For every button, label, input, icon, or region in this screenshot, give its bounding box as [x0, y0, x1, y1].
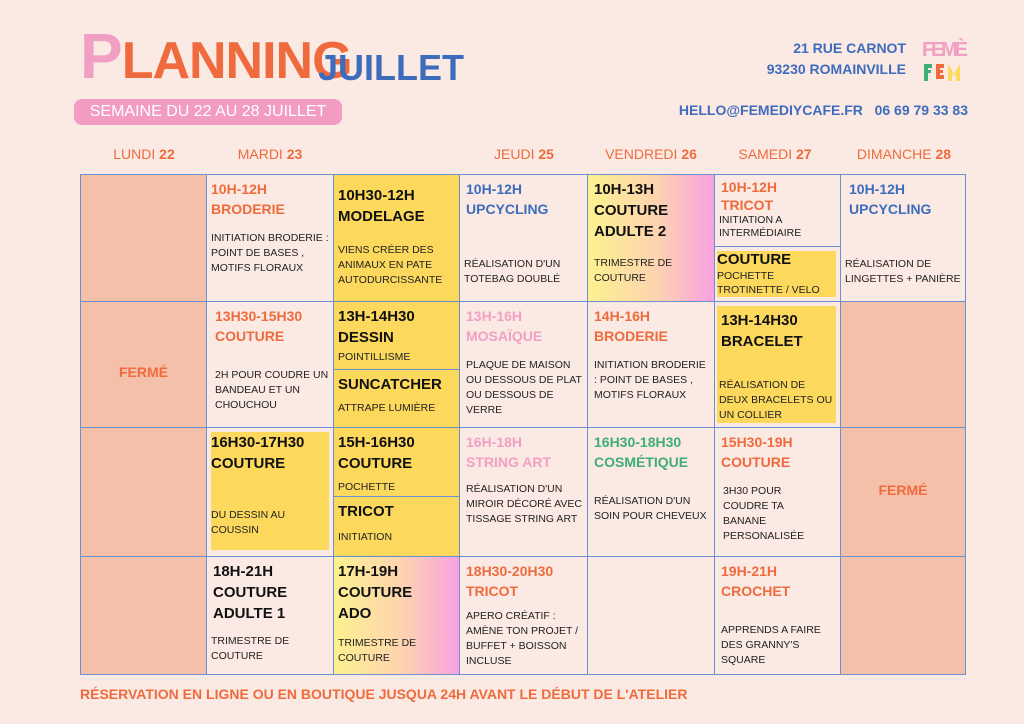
- slot-title: 17H-19H COUTURE ADO: [338, 563, 413, 622]
- monday-slot-2: [80, 301, 207, 428]
- slot-title: 13H-14H30 BRACELET: [721, 312, 803, 350]
- slot-title: 16H30-17H30 COUTURE: [211, 434, 305, 472]
- day-header-mardi: MARDI 23: [237, 146, 303, 162]
- slot-desc: RÉALISATION D'UN SOIN POUR CHEVEUX: [594, 495, 707, 522]
- slot-time: 13H-16H: [466, 308, 523, 324]
- slot-desc: INITIATION BRODERIE : POINT DE BASES , MOTIFS FLORAUX: [594, 359, 706, 401]
- logo-text: FEMÈ: [922, 39, 968, 61]
- slot-desc: DU DESSIN AU COUSSIN: [211, 509, 286, 536]
- slot-title: COUTURE ADULTE 2: [594, 202, 669, 240]
- title-initial: P: [80, 20, 122, 92]
- slot-title: COUTURE: [215, 328, 285, 344]
- slot-title: 15H-16H30 COUTURE: [338, 434, 415, 472]
- slot-time: 16H-18H: [466, 434, 523, 450]
- slot-desc: APERO CRÉATIF : AMÈNE TON PROJET / BUFFET + BOISSON INCLUSE: [466, 610, 579, 667]
- thursday-mosaique[interactable]: [459, 301, 588, 428]
- slot-desc: INITIATION A INTERMÉDIAIRE: [719, 214, 802, 239]
- slot-time: 10H30-12H: [338, 187, 415, 204]
- slot-time: 13H30-15H30: [215, 308, 303, 324]
- schedule-grid: [80, 174, 966, 675]
- slot-title: 13H-14H30 DESSIN: [338, 308, 415, 346]
- slot-time: 10H-12H: [849, 181, 906, 197]
- slot-time: 10H-12H: [211, 181, 268, 197]
- title-rest: LANNING: [121, 32, 352, 90]
- month-title: JUILLET: [318, 47, 465, 88]
- slot-desc: VIENS CRÉER DES ANIMAUX EN PATE AUTODURCISSANTE: [338, 244, 443, 286]
- sunday-slot-4: [840, 556, 966, 675]
- slot-desc: PLAQUE DE MAISON OU DESSOUS DE PLAT OU DESSOUS DE VERRE: [466, 359, 582, 416]
- slot-desc: RÉALISATION DE DEUX BRACELETS OU UN COLLIER: [719, 379, 833, 421]
- slot-title: BRODERIE: [211, 201, 285, 217]
- day-header-vendredi: VENDREDI 26: [605, 146, 697, 162]
- slot-desc: RÉALISATION DE LINGETTES + PANIÈRE: [845, 258, 961, 285]
- saturday-crochet[interactable]: [714, 556, 841, 675]
- tuesday-couture-adulte[interactable]: [206, 556, 334, 675]
- address-line1: 21 RUE CARNOT: [793, 40, 906, 56]
- contact-line: [679, 102, 968, 118]
- address-line2: 93230 ROMAINVILLE: [766, 61, 906, 77]
- monday-slot-4: [80, 556, 207, 675]
- day-header-jeudi: JEUDI 25: [494, 146, 554, 162]
- slot-title: STRING ART: [466, 454, 552, 470]
- slot-title: UPCYCLING: [466, 201, 549, 217]
- address: [767, 38, 906, 80]
- email-link[interactable]: HELLO@FEMEDIYCAFE.FR: [678, 102, 863, 118]
- slot-title: TRICOT: [466, 583, 519, 599]
- wednesday-dessin[interactable]: [333, 301, 460, 370]
- slot-desc: TRIMESTRE DE COUTURE: [594, 257, 673, 284]
- slot-time: 10H-12H: [466, 181, 523, 197]
- saturday-bracelet[interactable]: [714, 301, 841, 428]
- slot-title: MODELAGE: [338, 208, 425, 225]
- slot-desc: INITIATION BRODERIE : POINT DE BASES , MOTIFS FLORAUX: [211, 232, 329, 274]
- saturday-couture-banane[interactable]: [714, 427, 841, 557]
- day-header-lundi: LUNDI 22: [113, 146, 175, 162]
- slot-time: 15H30-19H: [721, 434, 793, 450]
- slot-desc: RÉALISATION D'UN TOTEBAG DOUBLÉ: [464, 258, 561, 285]
- day-header-samedi: SAMEDI 27: [738, 146, 812, 162]
- slot-title: COUTURE: [717, 251, 792, 268]
- slot-time: 10H-13H: [594, 181, 655, 198]
- slot-title: TRICOT: [721, 197, 774, 213]
- tuesday-broderie[interactable]: [206, 174, 334, 302]
- slot-desc: TRIMESTRE DE COUTURE: [211, 635, 290, 662]
- slot-desc: POCHETTE: [338, 481, 396, 493]
- saturday-couture[interactable]: [714, 246, 841, 302]
- week-badge: SEMAINE DU 22 AU 28 JUILLET: [74, 99, 342, 125]
- friday-slot-4: [587, 556, 715, 675]
- slot-time: 10H-12H: [721, 179, 778, 195]
- friday-couture-adulte[interactable]: [587, 174, 715, 302]
- slot-desc: INITIATION: [338, 531, 393, 543]
- slot-time: 18H30-20H30: [466, 563, 554, 579]
- slot-title: BRODERIE: [594, 328, 668, 344]
- thursday-string-art[interactable]: [459, 427, 588, 557]
- monday-slot-3: [80, 427, 207, 557]
- phone-number: 06 69 79 33 83: [874, 102, 968, 118]
- wednesday-suncatcher[interactable]: [333, 369, 460, 428]
- sunday-upcycling[interactable]: [840, 174, 966, 302]
- closed-label: FERMÉ: [878, 482, 928, 498]
- slot-title: CROCHET: [721, 583, 791, 599]
- monday-slot-1: [80, 174, 207, 302]
- femediy-logo: [922, 36, 968, 84]
- tuesday-couture-coussin[interactable]: [206, 427, 334, 557]
- wednesday-modelage[interactable]: [333, 174, 460, 302]
- wednesday-tricot[interactable]: [333, 496, 460, 557]
- slot-title: SUNCATCHER: [338, 376, 442, 393]
- slot-desc: RÉALISATION D'UN MIROIR DÉCORÉ AVEC TISSAGE STRING ART: [466, 483, 582, 525]
- slot-time: 14H-16H: [594, 308, 651, 324]
- tuesday-couture[interactable]: [206, 301, 334, 428]
- slot-title: MOSAÏQUE: [466, 328, 543, 344]
- closed-label: FERMÉ: [119, 364, 168, 380]
- slot-time: 16H30-18H30: [594, 434, 682, 450]
- friday-cosmetique[interactable]: [587, 427, 715, 557]
- footer-note: RÉSERVATION EN LIGNE OU EN BOUTIQUE JUSQUA 24H AVANT LE DÉBUT DE L'ATELIER: [80, 686, 688, 702]
- slot-title: 18H-21H COUTURE ADULTE 1: [213, 563, 288, 622]
- page-title: [80, 20, 352, 92]
- slot-title: TRICOT: [338, 503, 394, 520]
- slot-desc: 3H30 POUR COUDRE TA BANANE PERSONALISÉE: [723, 485, 805, 542]
- wednesday-couture-ado[interactable]: [333, 556, 460, 675]
- thursday-upcycling[interactable]: [459, 174, 588, 302]
- saturday-tricot[interactable]: [714, 174, 841, 247]
- slot-desc: POINTILLISME: [338, 351, 411, 363]
- slot-title: UPCYCLING: [849, 201, 932, 217]
- slot-desc: TRIMESTRE DE COUTURE: [338, 637, 417, 664]
- slot-title: COUTURE: [721, 454, 791, 470]
- sunday-slot-3: [840, 427, 966, 557]
- slot-desc: ATTRAPE LUMIÈRE: [338, 402, 436, 414]
- slot-time: 19H-21H: [721, 563, 778, 579]
- slot-desc: POCHETTE TROTINETTE / VELO: [717, 270, 820, 296]
- day-header-dimanche: DIMANCHE 28: [856, 146, 952, 162]
- slot-title: COSMÉTIQUE: [594, 454, 689, 470]
- sunday-slot-2: [840, 301, 966, 428]
- thursday-tricot[interactable]: [459, 556, 588, 675]
- wednesday-couture[interactable]: [333, 427, 460, 497]
- slot-desc: APPRENDS A FAIRE DES GRANNY'S SQUARE: [721, 624, 821, 666]
- friday-broderie[interactable]: [587, 301, 715, 428]
- slot-desc: 2H POUR COUDRE UN BANDEAU ET UN CHOUCHOU: [215, 369, 329, 411]
